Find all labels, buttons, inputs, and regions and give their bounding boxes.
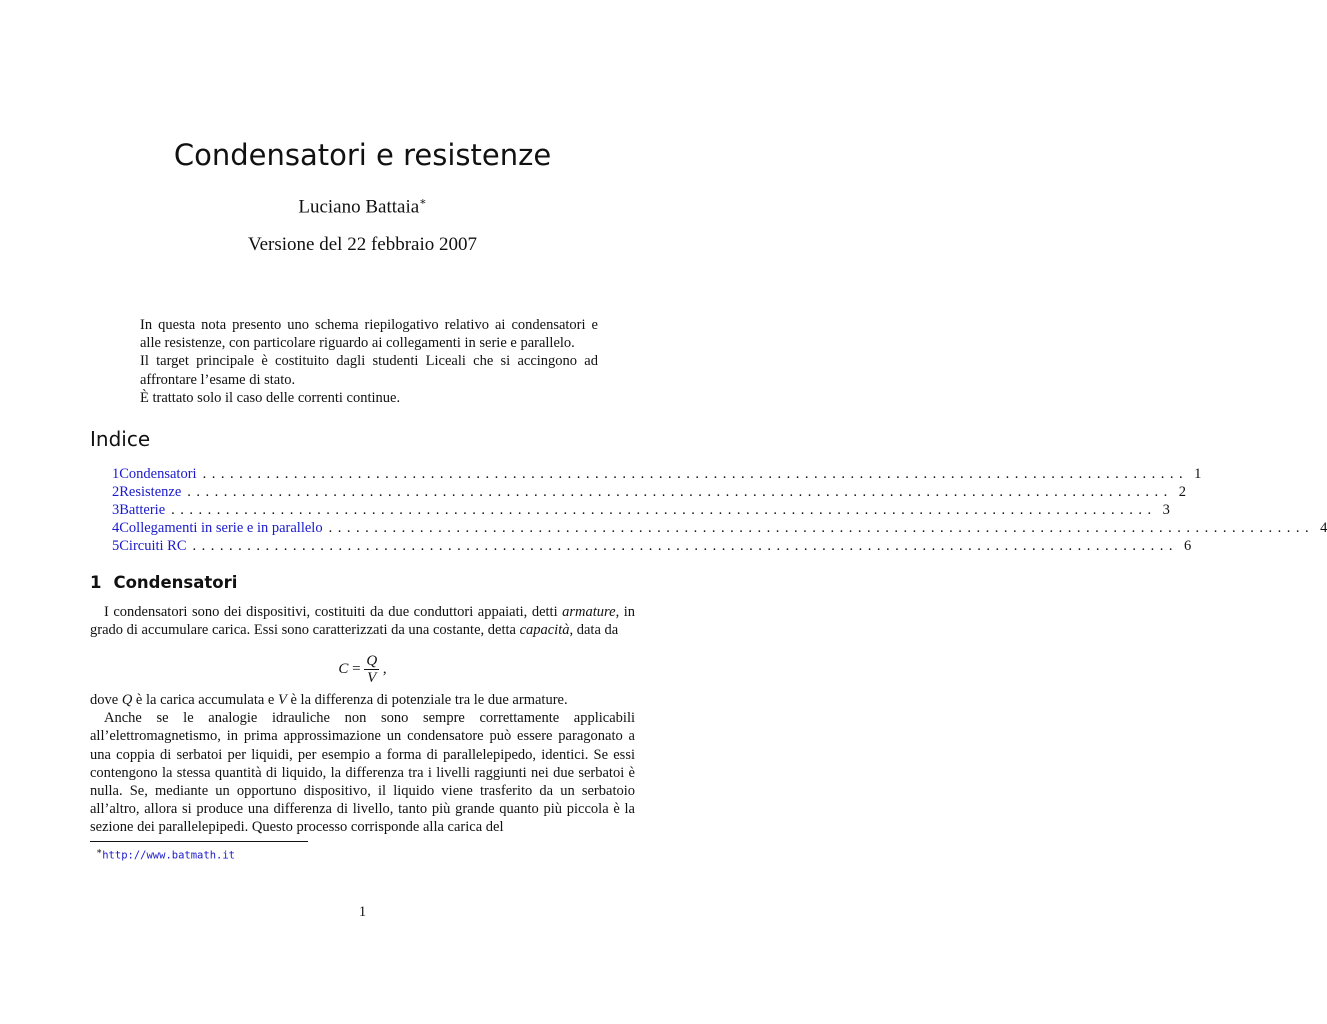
formula-lhs: C	[338, 660, 349, 677]
emphasis: capacità	[519, 622, 570, 639]
toc-entry-page: 4	[1320, 520, 1327, 537]
abstract-paragraph: Il target principale è costituito dagli studenti Liceali che si accingono ad affrontare l’esame di stato.	[140, 353, 598, 388]
toc-entry[interactable]	[100, 466, 1202, 484]
abstract	[140, 316, 598, 407]
toc-entry-link[interactable]: Batterie	[119, 502, 166, 519]
author-name: Luciano Battaia	[298, 196, 420, 218]
toc-entry-number[interactable]: 1	[112, 466, 120, 482]
table-of-contents	[100, 466, 1327, 556]
text-run: dove	[90, 692, 122, 708]
toc-entry[interactable]	[100, 538, 1192, 556]
toc-entry-link[interactable]: Circuiti RC	[119, 538, 187, 555]
toc-leader-dots: ............................................................................................................	[328, 520, 1315, 537]
math-symbol: Q	[121, 692, 133, 708]
toc-entry[interactable]	[100, 520, 1327, 538]
section-heading	[90, 573, 237, 592]
author	[0, 195, 725, 218]
toc-heading: Indice	[90, 427, 151, 451]
footnote-url-link[interactable]: http://www.batmath.it	[102, 849, 235, 862]
toc-leader-dots: ............................................................................................................	[192, 538, 1179, 555]
section-body-continued	[90, 691, 635, 837]
capacitance-formula	[0, 653, 725, 686]
toc-entry[interactable]	[100, 484, 1187, 502]
body-paragraph	[90, 691, 635, 709]
toc-entry-page: 1	[1194, 466, 1202, 482]
abstract-paragraph: È trattato solo il caso delle correnti continue.	[140, 389, 401, 406]
fraction-denominator: V	[367, 670, 377, 686]
abstract-paragraph: In questa nota presento uno schema riepilogativo relativo ai condensatori e alle resistenze, con particolare riguardo ai collegamenti in serie e parallelo.	[140, 317, 598, 352]
section-title: Condensatori	[113, 573, 238, 592]
paper-title: Condensatori e resistenze	[173, 138, 552, 172]
footnote-rule	[90, 841, 308, 842]
toc-leader-dots: ............................................................................................................	[171, 502, 1157, 519]
toc-entry-number[interactable]: 2	[112, 484, 120, 501]
section-number: 1	[90, 573, 102, 592]
toc-entry-page: 6	[1184, 538, 1192, 555]
footnote-mark: ∗	[96, 846, 103, 856]
section-body	[90, 603, 635, 639]
footnote	[96, 846, 235, 862]
toc-entry-number[interactable]: 4	[112, 520, 120, 537]
toc-entry-page: 3	[1162, 502, 1170, 519]
toc-leader-dots: ............................................................................................................	[202, 466, 1189, 482]
toc-entry-number[interactable]: 3	[112, 502, 120, 519]
math-symbol: V	[278, 692, 287, 708]
fraction	[364, 653, 379, 686]
author-footnote-mark: ∗	[419, 196, 427, 208]
text-run: è la differenza di potenziale tra le due armature.	[286, 692, 568, 708]
toc-entry-number[interactable]: 5	[112, 538, 120, 555]
text-run: , in grado di accumulare carica. Essi sono caratterizzati da una costante, detta	[90, 604, 635, 639]
text-run: , data da	[569, 622, 619, 639]
emphasis: armature	[562, 604, 616, 620]
toc-entry-link[interactable]: Collegamenti in serie e in parallelo	[119, 520, 323, 537]
page-number: 1	[358, 904, 367, 920]
toc-entry-link[interactable]: Condensatori	[119, 466, 197, 482]
text-run: I condensatori sono dei dispositivi, costituiti da due conduttori appaiati, detti	[104, 604, 563, 620]
fraction-numerator: Q	[366, 653, 378, 669]
version-date: Versione del 22 febbraio 2007	[248, 234, 477, 255]
text-run: è la carica accumulata e	[132, 692, 278, 708]
toc-entry[interactable]	[100, 502, 1170, 520]
toc-entry-link[interactable]: Resistenze	[119, 484, 182, 501]
body-paragraph: Anche se le analogie idrauliche non sono sempre correttamente applicabili all’elettromagnetismo, in prima approssimazione un condensatore può essere paragonato a una coppia di serbatoi per liquidi, per esempio a forma di parallelepipedo, identici. Se essi contengono la stessa quantità di liquido, la differenza tra i livelli raggiunti nei due serbatoi è nulla. Se, mediante un opportuno dispositivo, il liquido viene trasferito da un serbatoio all’altro, allora si produce una differenza di livello, tanto più grande quanto più piccola è la sezione dei parallelepipedi. Questo processo corrisponde alla carica del	[90, 710, 635, 836]
formula-comma: ,	[382, 660, 387, 677]
formula-equals: =	[352, 660, 361, 677]
body-paragraph	[90, 603, 635, 639]
toc-leader-dots: ............................................................................................................	[187, 484, 1173, 501]
toc-entry-page: 2	[1178, 484, 1187, 501]
